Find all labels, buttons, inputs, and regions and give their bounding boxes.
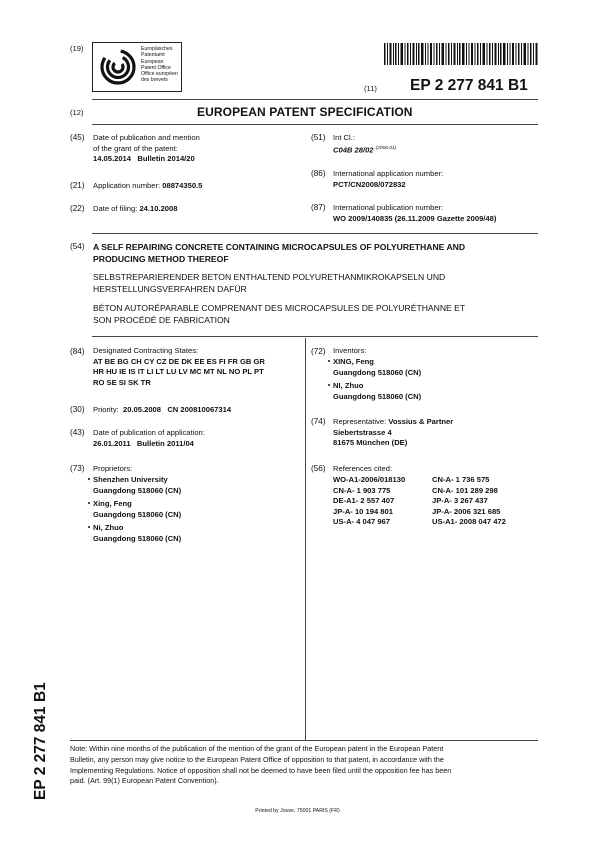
proprietor-3-name: Ni, Zhuo (93, 523, 124, 532)
code-73: (73) (70, 464, 85, 473)
code-87: (87) (311, 203, 326, 212)
proprietor-1-address: Guangdong 518060 (CN) (93, 485, 182, 495)
representative-label: Representative: (333, 417, 387, 426)
representative-address-1: Siebertstrasse 4 (333, 427, 392, 437)
bullet-icon (88, 502, 90, 504)
representative-address-2: 81675 München (DE) (333, 438, 408, 447)
int-cl-label: Int Cl.: (333, 133, 355, 142)
designated-states-line2: HR HU IE IS IT LI LT LU LV MC MT NL NO PL PT (93, 367, 264, 376)
reference-item: DE-A1- 2 557 407 (333, 496, 395, 505)
inventor-2 (333, 381, 421, 402)
title-french (93, 302, 465, 326)
title-german (93, 271, 445, 295)
title-english-line2: PRODUCING METHOD THEREOF (93, 254, 229, 264)
int-cl-version: (2006.01) (375, 145, 397, 151)
grant-date-label-line2: of the grant of the patent: (93, 143, 178, 153)
title-german-line2: HERSTELLUNGSVERFAHREN DAFÜR (93, 284, 247, 294)
int-cl-value: C04B 28/02 (333, 145, 374, 155)
code-43: (43) (70, 428, 85, 437)
document-type: EUROPEAN PATENT SPECIFICATION (197, 105, 413, 119)
office-name-en-2: Patent Office (141, 64, 171, 71)
representative-name: Vossius & Partner (388, 417, 454, 426)
title-english-line1: A SELF REPAIRING CONCRETE CONTAINING MICROCAPSULES OF POLYURETHANE AND (93, 242, 466, 252)
inventor-2-name: NI, Zhuo (333, 381, 364, 390)
intl-application-block (333, 169, 443, 190)
epo-logo-icon (98, 47, 138, 87)
inventor-2-address: Guangdong 518060 (CN) (333, 391, 422, 401)
header-rule (92, 99, 538, 100)
title-french-line2: SON PROCÉDÉ DE FABRICATION (93, 315, 230, 325)
proprietor-1 (93, 475, 181, 496)
application-number-value: 08874350.5 (162, 181, 203, 190)
proprietor-2-name: Xing, Feng (93, 499, 132, 508)
column-divider (305, 338, 306, 740)
code-22: (22) (70, 204, 85, 213)
reference-item: CN-A- 1 736 575 (432, 475, 490, 484)
reference-item: US-A1- 2008 047 472 (432, 517, 506, 526)
office-name-fr-2: des brevets (141, 77, 168, 84)
code-30: (30) (70, 405, 85, 414)
code-86: (86) (311, 169, 326, 178)
bullet-icon (328, 384, 330, 386)
priority-row (93, 405, 231, 416)
intl-publication-value: WO 2009/140835 (26.11.2009 Gazette 2009/48) (333, 213, 497, 223)
designated-states-block (93, 346, 265, 388)
proprietors-label: Proprietors: (93, 464, 133, 473)
application-publication-value: 26.01.2011 Bulletin 2011/04 (93, 438, 194, 448)
grant-date-label-line1: Date of publication and mention (93, 133, 200, 142)
epo-logo-box (92, 42, 182, 92)
title-french-line1: BÉTON AUTORÉPARABLE COMPRENANT DES MICROCAPSULES DE POLYURÉTHANNE ET (93, 303, 466, 313)
filing-date-row (93, 204, 177, 215)
side-publication-number: EP 2 277 841 B1 (32, 682, 49, 800)
reference-item: US-A- 4 047 967 (333, 517, 390, 526)
office-name-de-1: Europäisches (141, 46, 173, 52)
code-74: (74) (311, 417, 326, 426)
note-line-2: Bulletin, any person may give notice to the European Patent Office of opposition to that patent, in accordance with the (70, 754, 444, 764)
bullet-icon (328, 360, 330, 362)
designated-states-line1: AT BE BG CH CY CZ DE DK EE ES FI FR GB GR (93, 356, 265, 366)
reference-item: WO-A1-2006/018130 (333, 475, 406, 484)
grant-date-label (93, 133, 200, 165)
references-column-2 (432, 475, 506, 528)
office-name-en-1: European (141, 58, 164, 65)
code-72: (72) (311, 347, 326, 356)
application-number-label: Application number: (93, 181, 161, 190)
proprietor-3-address: Guangdong 518060 (CN) (93, 533, 182, 543)
code-54: (54) (70, 242, 85, 251)
opposition-note (70, 744, 451, 787)
inventor-1-address: Guangdong 518060 (CN) (333, 367, 422, 377)
grant-date-value: 14.05.2014 Bulletin 2014/20 (93, 154, 195, 163)
barcode (384, 43, 538, 65)
application-number-row (93, 181, 202, 192)
proprietor-1-name: Shenzhen University (93, 475, 168, 484)
designated-states-line3: RO SE SI SK TR (93, 377, 151, 387)
office-name-de-2: Patentamt (141, 52, 165, 59)
note-line-1: Note: Within nine months of the publication of the mention of the grant of the European patent in the European Patent (70, 744, 444, 753)
code-45: (45) (70, 133, 85, 142)
title-english (93, 241, 465, 265)
intl-publication-block (333, 203, 496, 224)
application-publication-label: Date of publication of application: (93, 428, 205, 437)
application-publication-block (93, 428, 205, 449)
int-cl-block (333, 133, 396, 156)
code-56: (56) (311, 464, 326, 473)
reference-item: CN-A- 101 289 298 (432, 485, 498, 495)
references-column-1 (333, 475, 405, 528)
section-rule-title (92, 233, 538, 234)
code-12: (12) (70, 108, 84, 117)
code-21: (21) (70, 181, 85, 190)
section-rule-lower (92, 336, 538, 337)
note-line-4: paid. (Art. 99(1) European Patent Convention). (70, 776, 219, 786)
code-51: (51) (311, 133, 326, 142)
title-german-line1: SELBSTREPARIERENDER BETON ENTHALTEND POLYURETHANMIKROKAPSELN UND (93, 272, 446, 282)
inventors-label: Inventors: (333, 346, 367, 355)
filing-date-value: 24.10.2008 (139, 204, 178, 213)
note-line-3: Implementing Regulations. Notice of opposition shall not be deemed to have been filed until the opposition fee has been (70, 765, 452, 775)
intl-application-value: PCT/CN2008/072832 (333, 179, 406, 189)
office-name-fr-1: Office européen (141, 71, 178, 78)
code-84: (84) (70, 347, 85, 356)
office-name-block (141, 46, 178, 84)
inventor-1-name: XING, Feng (333, 357, 374, 366)
filing-date-label: Date of filing: (93, 204, 138, 213)
representative-block (333, 417, 453, 449)
bullet-icon (88, 478, 90, 480)
intl-publication-label: International publication number: (333, 203, 444, 212)
header-rule-2 (92, 124, 538, 125)
proprietor-3 (93, 523, 181, 544)
publication-number: EP 2 277 841 B1 (410, 77, 528, 94)
references-label: References cited: (333, 464, 393, 473)
reference-item: JP-A- 10 194 801 (333, 506, 393, 516)
priority-value: 20.05.2008 CN 200810067314 (122, 405, 232, 414)
reference-item: CN-A- 1 903 775 (333, 485, 391, 495)
note-rule (70, 740, 538, 741)
bullet-icon (88, 526, 90, 528)
reference-item: JP-A- 2006 321 685 (432, 506, 501, 516)
code-19: (19) (70, 44, 84, 53)
printer-footer: Printed by Jouve, 75001 PARIS (FR) (255, 808, 340, 814)
reference-item: JP-A- 3 267 437 (432, 496, 488, 505)
proprietor-2-address: Guangdong 518060 (CN) (93, 509, 182, 519)
proprietor-2 (93, 499, 181, 520)
inventor-1 (333, 357, 421, 378)
priority-label: Priority: (93, 405, 119, 414)
intl-application-label: International application number: (333, 169, 444, 178)
designated-states-label: Designated Contracting States: (93, 346, 199, 355)
code-11: (11) (364, 84, 377, 93)
